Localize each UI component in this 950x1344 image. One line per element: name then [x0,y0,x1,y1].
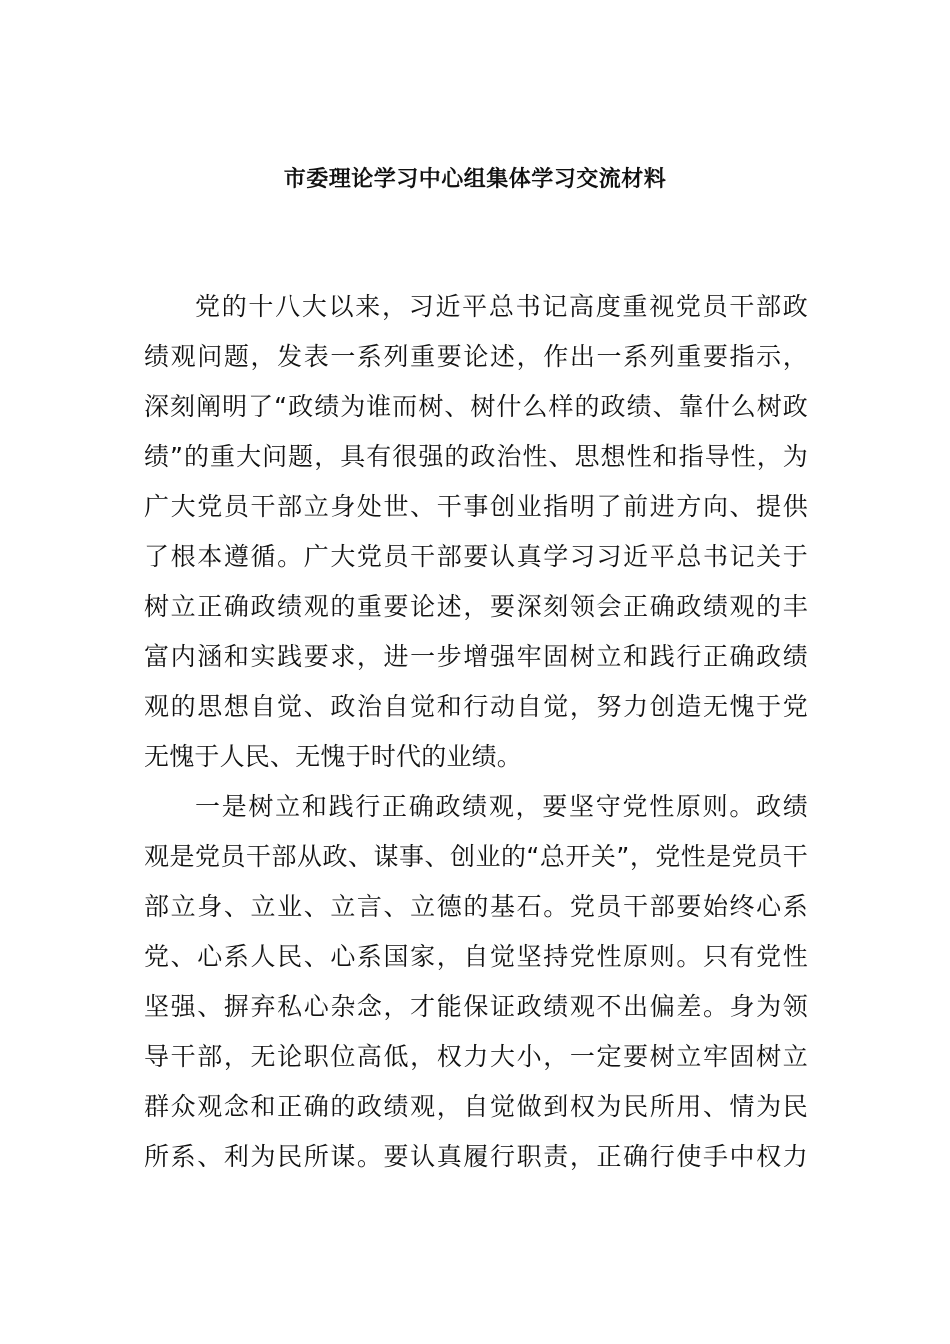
paragraph-line: 了根本遵循。广大党员干部要认真学习习近平总书记关于 [144,542,808,571]
paragraph-line: 一是树立和践行正确政绩观，要坚守党性原则。政绩 [195,792,808,821]
paragraph-point-one [144,782,808,1182]
paragraph-line: 富内涵和实践要求，进一步增强牢固树立和践行正确政绩 [144,642,808,671]
paragraph-line: 所系、利为民所谋。要认真履行职责，正确行使手中权力 [144,1142,808,1171]
paragraph-line: 无愧于人民、无愧于时代的业绩。 [144,742,523,771]
document-body [144,282,808,1182]
paragraph-line: 观是党员干部从政、谋事、创业的“总开关”，党性是党员干 [144,842,808,871]
paragraph-line: 观的思想自觉、政治自觉和行动自觉，努力创造无愧于党 [144,692,808,721]
document-title: 市委理论学习中心组集体学习交流材料 [283,167,667,192]
paragraph-line: 深刻阐明了“政绩为谁而树、树什么样的政绩、靠什么树政 [144,392,808,421]
paragraph-line: 党的十八大以来，习近平总书记高度重视党员干部政 [195,292,808,321]
paragraph-intro [144,282,808,782]
paragraph-line: 群众观念和正确的政绩观，自觉做到权为民所用、情为民 [144,1092,808,1121]
paragraph-line: 树立正确政绩观的重要论述，要深刻领会正确政绩观的丰 [144,592,808,621]
paragraph-line: 党、心系人民、心系国家，自觉坚持党性原则。只有党性 [144,942,808,971]
paragraph-line: 导干部，无论职位高低，权力大小，一定要树立牢固树立 [144,1042,808,1071]
paragraph-line: 绩”的重大问题，具有很强的政治性、思想性和指导性，为 [144,442,808,471]
paragraph-line: 坚强、摒弃私心杂念，才能保证政绩观不出偏差。身为领 [144,992,808,1021]
paragraph-line: 广大党员干部立身处世、干事创业指明了前进方向、提供 [144,492,808,521]
paragraph-line: 部立身、立业、立言、立德的基石。党员干部要始终心系 [144,892,808,921]
paragraph-line: 绩观问题，发表一系列重要论述，作出一系列重要指示， [144,342,808,371]
